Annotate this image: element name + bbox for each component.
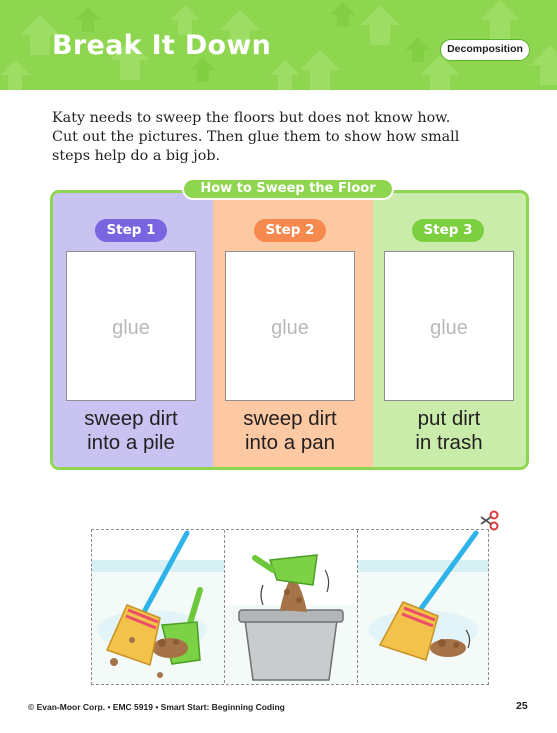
dustpan-over-trash-can-illustration [225,530,358,683]
broom-and-dustpan-illustration [92,530,225,683]
step-3-label: Step 3 [412,219,484,242]
scissors-icon [478,510,500,532]
topic-badge: Decomposition [440,39,530,61]
step-3-caption [374,407,524,455]
step-2-label: Step 2 [254,219,326,242]
broom-sweeping-dirt-illustration [358,530,488,683]
caption-line: in trash [415,431,483,454]
header-banner [0,0,557,90]
instruction-line: Katy needs to sweep the floors but does not know how. [52,110,451,126]
glue-area-step-3[interactable] [384,251,514,401]
caption-line: into a pan [244,431,336,454]
page-title: Break It Down [52,30,272,61]
glue-placeholder: glue [112,317,150,339]
caption-line: sweep dirt [84,407,178,430]
page-number: 25 [516,700,528,712]
cutout-strip [91,529,489,685]
caption-line: sweep dirt [243,407,337,430]
cutout-picture-sweep[interactable] [358,530,488,683]
cutout-picture-trash[interactable] [225,530,358,683]
instructions [52,109,492,166]
glue-area-step-1[interactable] [66,251,196,401]
footer-credit: © Evan-Moor Corp. • EMC 5919 • Smart Start: Beginning Coding [28,702,285,712]
glue-area-step-2[interactable] [225,251,355,401]
caption-line: put dirt [417,407,481,430]
step-1-caption [56,407,206,455]
glue-placeholder: glue [430,317,468,339]
caption-line: into a pile [87,431,175,454]
instruction-line: Cut out the pictures. Then glue them to show how small [52,129,460,145]
glue-placeholder: glue [271,317,309,339]
instruction-line: steps help do a big job. [52,148,221,164]
cutout-picture-pile[interactable] [92,530,225,683]
activity-title: How to Sweep the Floor [182,178,394,200]
step-1-label: Step 1 [95,219,167,242]
step-2-caption [215,407,365,455]
